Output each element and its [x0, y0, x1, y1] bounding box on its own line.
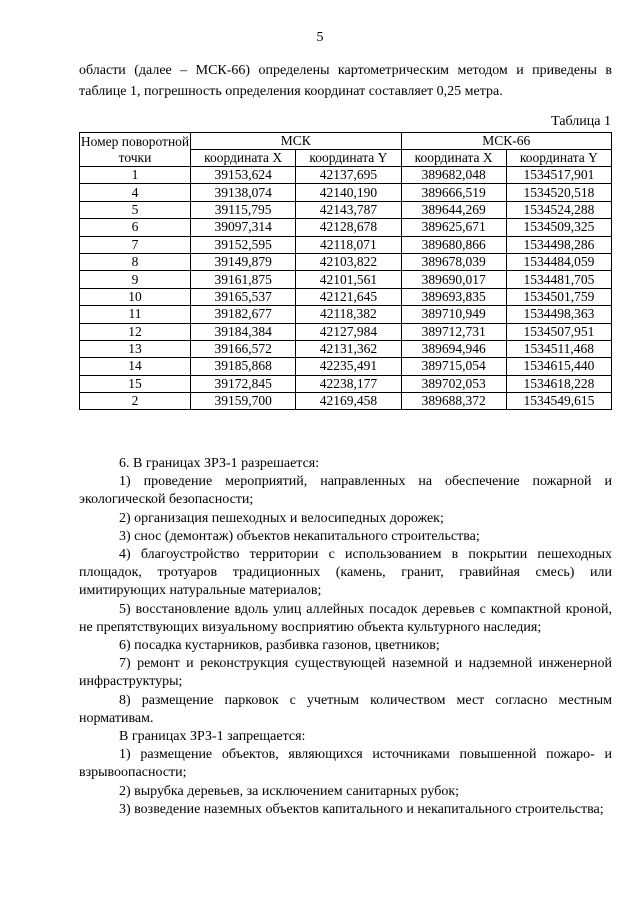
cell-msk-x: 39182,677 — [191, 306, 296, 323]
header-msk66-y: координата Y — [506, 150, 611, 167]
cell-msk66-x: 389712,731 — [401, 323, 506, 340]
cell-msk-y: 42118,071 — [296, 236, 401, 253]
cell-point: 13 — [80, 340, 191, 357]
cell-msk-x: 39149,879 — [191, 253, 296, 270]
cell-msk66-x: 389678,039 — [401, 253, 506, 270]
table-row — [80, 323, 612, 340]
cell-msk66-y: 1534484,059 — [506, 253, 611, 270]
cell-point: 14 — [80, 358, 191, 375]
cell-msk-x: 39159,700 — [191, 393, 296, 410]
table-row — [80, 184, 612, 201]
cell-msk-y: 42121,645 — [296, 288, 401, 305]
cell-msk-y: 42118,382 — [296, 306, 401, 323]
cell-msk-y: 42238,177 — [296, 375, 401, 392]
allowed-heading: 6. В границах ЗРЗ-1 разрешается: — [119, 456, 320, 471]
cell-msk-x: 39165,537 — [191, 288, 296, 305]
cell-msk-x: 39172,845 — [191, 375, 296, 392]
cell-msk-x: 39185,868 — [191, 358, 296, 375]
header-msk-x: координата X — [191, 150, 296, 167]
cell-point: 2 — [80, 393, 191, 410]
cell-msk66-y: 1534549,615 — [506, 393, 611, 410]
cell-msk66-y: 1534511,468 — [506, 340, 611, 357]
table-row — [80, 253, 612, 270]
table-row — [80, 393, 612, 410]
cell-point: 4 — [80, 184, 191, 201]
allowed-item: 8) размещение парковок с учетным количеством мест согласно местным нормативам. — [79, 692, 612, 726]
header-point-number: Номер поворотной точки — [80, 133, 190, 165]
table-row — [80, 358, 612, 375]
cell-msk-x: 39115,795 — [191, 201, 296, 218]
table-caption: Таблица 1 — [551, 114, 611, 129]
cell-msk66-x: 389644,269 — [401, 201, 506, 218]
cell-msk66-x: 389694,946 — [401, 340, 506, 357]
cell-msk66-x: 389666,519 — [401, 184, 506, 201]
table-row — [80, 375, 612, 392]
regulations-text — [79, 455, 612, 819]
cell-msk-y: 42101,561 — [296, 271, 401, 288]
cell-msk66-y: 1534524,288 — [506, 201, 611, 218]
cell-msk-x: 39166,572 — [191, 340, 296, 357]
table-row — [80, 288, 612, 305]
table-row — [80, 201, 612, 218]
cell-msk-x: 39184,384 — [191, 323, 296, 340]
cell-msk-y: 42169,458 — [296, 393, 401, 410]
cell-msk-y: 42235,491 — [296, 358, 401, 375]
header-msk-y: координата Y — [296, 150, 401, 167]
table-body — [80, 167, 612, 410]
cell-msk66-y: 1534501,759 — [506, 288, 611, 305]
cell-msk66-y: 1534481,705 — [506, 271, 611, 288]
cell-msk-x: 39097,314 — [191, 219, 296, 236]
cell-msk66-y: 1534615,440 — [506, 358, 611, 375]
cell-msk66-x: 389682,048 — [401, 167, 506, 184]
cell-msk66-y: 1534517,901 — [506, 167, 611, 184]
forbidden-item: 2) вырубка деревьев, за исключением санитарных рубок; — [119, 783, 460, 799]
cell-msk-x: 39153,624 — [191, 167, 296, 184]
coordinates-table — [79, 132, 612, 410]
allowed-item: 3) снос (демонтаж) объектов некапитального строительства; — [119, 528, 480, 544]
table-row — [80, 219, 612, 236]
forbidden-heading: В границах ЗРЗ-1 запрещается: — [119, 729, 306, 745]
allowed-item: 6) посадка кустарников, разбивка газонов, цветников; — [119, 638, 440, 654]
cell-msk-y: 42127,984 — [296, 323, 401, 340]
cell-point: 5 — [80, 201, 191, 218]
cell-msk66-y: 1534520,518 — [506, 184, 611, 201]
allowed-item: 5) восстановление вдоль улиц аллейных посадок деревьев с компактной кроной, не препятствующих визуальному восприятию объекта культурного наследия; — [79, 601, 612, 635]
cell-point: 15 — [80, 375, 191, 392]
cell-point: 9 — [80, 271, 191, 288]
cell-msk66-x: 389680,866 — [401, 236, 506, 253]
cell-msk-y: 42143,787 — [296, 201, 401, 218]
cell-point: 8 — [80, 253, 191, 270]
cell-msk66-y: 1534498,286 — [506, 236, 611, 253]
cell-msk66-x: 389710,949 — [401, 306, 506, 323]
table-row — [80, 340, 612, 357]
allowed-item: 4) благоустройство территории с использованием в покрытии пешеходных площадок, тротуаров традиционных (камень, гранит, гравийная смесь) или имитирующих натуральные материалов; — [79, 547, 612, 599]
cell-msk66-y: 1534498,363 — [506, 306, 611, 323]
cell-msk66-x: 389625,671 — [401, 219, 506, 236]
cell-msk66-x: 389690,017 — [401, 271, 506, 288]
cell-point: 1 — [80, 167, 191, 184]
table-row — [80, 167, 612, 184]
cell-msk-x: 39161,875 — [191, 271, 296, 288]
cell-msk-x: 39152,595 — [191, 236, 296, 253]
header-msk66-x: координата X — [401, 150, 506, 167]
forbidden-item: 1) размещение объектов, являющихся источниками повышенной пожаро- и взрывоопасности; — [79, 747, 612, 781]
cell-msk-y: 42131,362 — [296, 340, 401, 357]
allowed-item: 1) проведение мероприятий, направленных на обеспечение пожарной и экологической безопасности; — [79, 474, 612, 508]
forbidden-item: 3) возведение наземных объектов капитального и некапитального строительства; — [119, 801, 604, 817]
cell-msk66-x: 389693,835 — [401, 288, 506, 305]
table-row — [80, 236, 612, 253]
cell-msk66-x: 389688,372 — [401, 393, 506, 410]
intro-paragraph: области (далее – МСК-66) определены картометрическим методом и приведены в таблице 1, погрешность определения координат составляет 0,25 метра. — [79, 63, 612, 99]
cell-msk-y: 42128,678 — [296, 219, 401, 236]
table-row — [80, 306, 612, 323]
cell-msk66-x: 389702,053 — [401, 375, 506, 392]
page-number: 5 — [316, 30, 324, 45]
allowed-item: 7) ремонт и реконструкция существующей наземной и надземной инженерной инфраструктуры; — [79, 656, 612, 690]
cell-msk-y: 42137,695 — [296, 167, 401, 184]
cell-msk66-y: 1534618,228 — [506, 375, 611, 392]
table-row — [80, 271, 612, 288]
cell-point: 6 — [80, 219, 191, 236]
cell-point: 11 — [80, 306, 191, 323]
cell-point: 12 — [80, 323, 191, 340]
allowed-item: 2) организация пешеходных и велосипедных дорожек; — [119, 510, 444, 526]
cell-msk-y: 42140,190 — [296, 184, 401, 201]
header-msk: МСК — [191, 133, 402, 150]
cell-msk66-y: 1534509,325 — [506, 219, 611, 236]
cell-msk-x: 39138,074 — [191, 184, 296, 201]
header-msk66: МСК-66 — [401, 133, 612, 150]
cell-msk66-y: 1534507,951 — [506, 323, 611, 340]
cell-msk-y: 42103,822 — [296, 253, 401, 270]
cell-point: 10 — [80, 288, 191, 305]
cell-msk66-x: 389715,054 — [401, 358, 506, 375]
cell-point: 7 — [80, 236, 191, 253]
